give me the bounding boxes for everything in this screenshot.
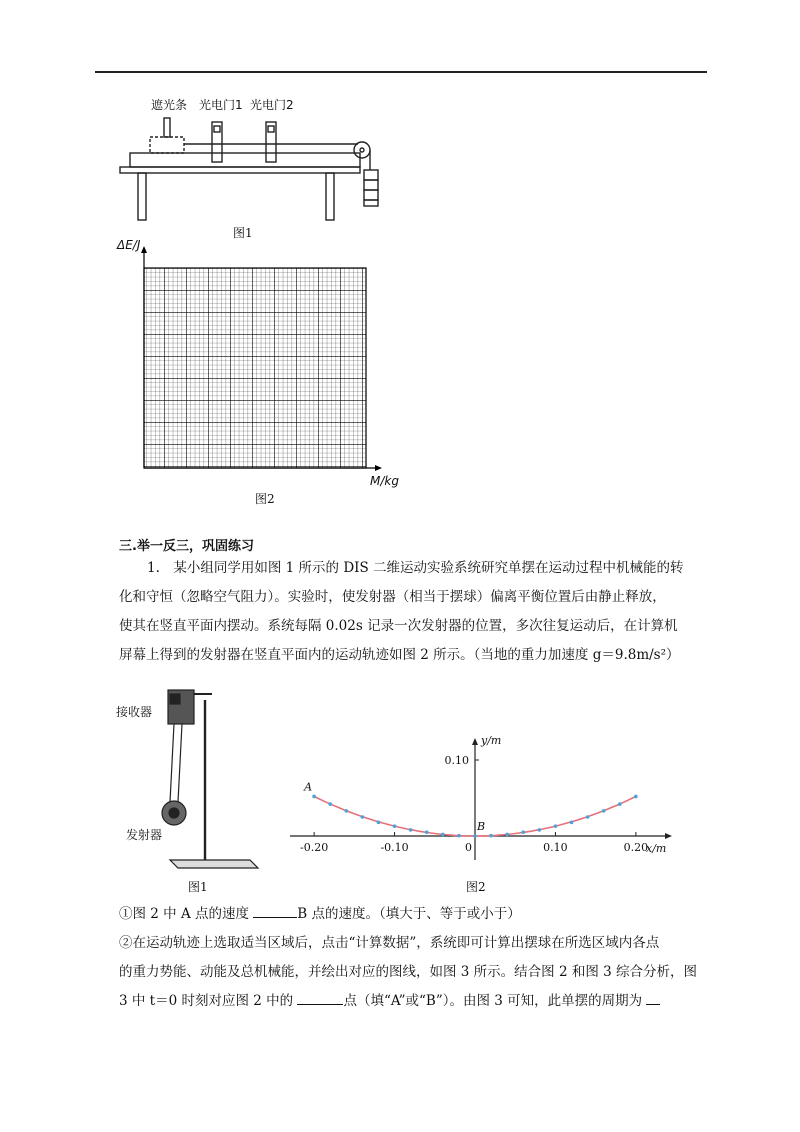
grid-y-axis-label: ΔE/J xyxy=(117,238,141,252)
trajectory-point xyxy=(489,834,493,838)
grid-x-axis-label: M/kg xyxy=(370,474,399,488)
trajectory-point xyxy=(409,828,413,832)
q1-suffix: B 点的速度。（填大于、等于或小于） xyxy=(297,906,521,922)
q2-answer-blank-point[interactable] xyxy=(297,990,343,1005)
trajectory-point xyxy=(505,833,509,837)
photogate-2-sensor xyxy=(268,126,274,132)
x-axis-label: x/m xyxy=(646,842,667,855)
question-2-line-1: ②在运动轨迹上选取适当区域后，点击“计算数据”，系统即可计算出摆球在所选区域内各点 xyxy=(119,935,660,951)
x-tick-label: 0.10 xyxy=(543,841,568,854)
table-leg-right xyxy=(326,173,334,220)
trajectory-point xyxy=(377,821,381,825)
receiver-detail xyxy=(170,694,180,704)
glider xyxy=(150,137,184,153)
trajectory-point xyxy=(328,802,332,806)
y-tick-label: 0.10 xyxy=(444,754,469,767)
paragraph-line-1: 1. 某小组同学用如图 1 所示的 DIS 二维运动实验系统研究单摆在运动过程中机械能的转 xyxy=(147,560,684,576)
trajectory-point xyxy=(393,824,397,828)
trajectory-point xyxy=(361,815,365,819)
grid-coarse xyxy=(144,268,366,468)
trajectory-chart-caption: 图2 xyxy=(466,880,486,894)
header-rule xyxy=(95,71,707,73)
pendulum-string-2 xyxy=(178,724,182,802)
x-tick-label: -0.20 xyxy=(300,841,329,854)
grid-x-arrow xyxy=(375,465,382,471)
trajectory-point xyxy=(345,809,349,813)
weight-2 xyxy=(364,180,378,190)
trajectory-chart xyxy=(285,730,680,865)
questions-block xyxy=(119,900,719,1016)
section-title: 三.举一反三，巩固练习 xyxy=(119,539,254,554)
emitter-center xyxy=(169,808,179,818)
trajectory-point xyxy=(457,834,461,838)
label-emitter: 发射器 xyxy=(126,828,163,842)
trajectory-point xyxy=(425,830,429,834)
grid-paper xyxy=(120,246,410,478)
label-shading-strip: 遮光条 xyxy=(151,98,188,112)
trajectory-point xyxy=(634,795,638,799)
x-tick-label: 0.20 xyxy=(623,841,649,854)
point-label-A: A xyxy=(304,780,313,794)
trajectory-point xyxy=(441,833,445,837)
q1-prefix: ①图 2 中 A 点的速度 xyxy=(119,906,254,922)
q2-prefix: 3 中 t＝0 时刻对应图 2 中的 xyxy=(119,993,298,1009)
shading-strip xyxy=(164,118,170,137)
pulley xyxy=(354,142,370,158)
problem-paragraph xyxy=(119,554,719,670)
weight-1 xyxy=(364,170,378,180)
q1-answer-blank[interactable] xyxy=(253,903,297,918)
x-axis-arrow xyxy=(665,833,672,839)
photogate-1-sensor xyxy=(214,126,220,132)
table-top xyxy=(120,167,360,173)
paragraph-line-2: 化和守恒（忽略空气阻力）。实验时，使发射器（相当于摆球）偏离平衡位置后由静止释放， xyxy=(119,589,666,605)
point-label-B: B xyxy=(476,820,486,833)
pendulum-figure-caption: 图1 xyxy=(188,880,208,894)
trajectory-point xyxy=(570,821,574,825)
paragraph-line-3: 使其在竖直平面内摆动。系统每隔 0.02s 记录一次发射器的位置，多次往复运动后，在计算机 xyxy=(119,618,678,634)
table-leg-left xyxy=(138,173,146,220)
x-tick-label: -0.10 xyxy=(380,841,409,854)
label-receiver: 接收器 xyxy=(116,705,153,719)
y-axis-label: y/m xyxy=(481,734,502,747)
pendulum-string-1 xyxy=(170,724,174,802)
grid-y-arrow xyxy=(141,246,147,253)
pulley-axle xyxy=(360,148,364,152)
trajectory-point xyxy=(521,830,525,834)
air-track-diagram xyxy=(110,110,400,230)
stand-base xyxy=(170,860,258,868)
trajectory-point xyxy=(473,834,477,838)
figure1-top-caption: 图1 xyxy=(233,226,253,240)
pendulum-apparatus xyxy=(150,680,260,870)
paragraph-line-4: 屏幕上得到的发射器在竖直平面内的运动轨迹如图 2 所示。（当地的重力加速度 g＝9.8m/s²） xyxy=(119,647,680,663)
q2-answer-blank-period[interactable] xyxy=(646,990,660,1005)
question-1 xyxy=(119,900,719,929)
question-2-line-3 xyxy=(119,987,719,1016)
question-2-line-2: 的重力势能、动能及总机械能，并绘出对应的图线，如图 3 所示。结合图 2 和图 3 综合分析，图 xyxy=(119,964,698,980)
figure2-top-caption: 图2 xyxy=(255,492,275,506)
trajectory-point xyxy=(312,795,316,799)
label-photogate-2: 光电门2 xyxy=(250,98,294,112)
trajectory-point xyxy=(538,828,542,832)
trajectory-point xyxy=(618,802,622,806)
label-photogate-1: 光电门1 xyxy=(199,98,243,112)
origin-label: 0 xyxy=(465,841,472,854)
trajectory-point xyxy=(602,809,606,813)
track-beam xyxy=(130,153,360,167)
weight-4 xyxy=(364,200,378,206)
y-axis-arrow xyxy=(472,738,478,745)
trajectory-point xyxy=(586,815,590,819)
trajectory-point xyxy=(554,824,558,828)
q2-suffix: 点（填“A”或“B”）。由图 3 可知，此单摆的周期为 xyxy=(343,993,647,1009)
weight-3 xyxy=(364,190,378,200)
